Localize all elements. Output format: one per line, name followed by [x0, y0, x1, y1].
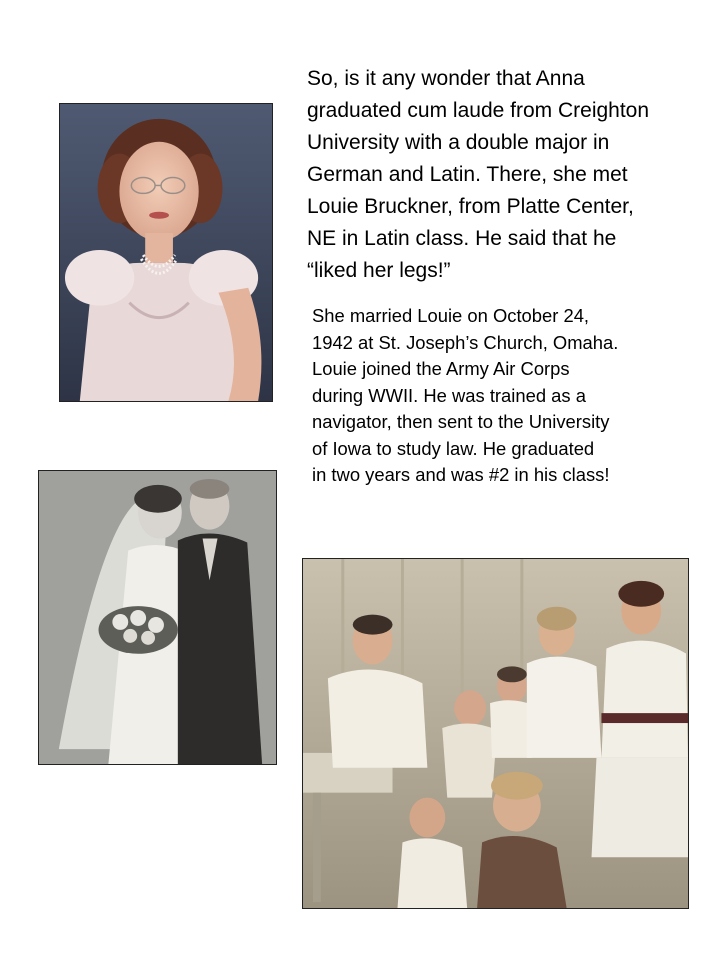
marriage-paragraph: She married Louie on October 24, 1942 at St. Joseph’s Church, Omaha. Louie joined the Army Air Corps during WWII. He was trained as a navigator, then sent to the University of Iowa to study law. He graduated in two years and was #2 in his class!	[312, 305, 619, 485]
family-photo	[302, 558, 689, 909]
wedding-photo	[38, 470, 277, 765]
intro-paragraph: So, is it any wonder that Anna graduated cum laude from Creighton University with a double major in German and Latin. There, she met Louie Bruckner, from Platte Center, NE in Latin class. He said that he “liked her legs!”	[307, 67, 650, 282]
portrait-photo	[59, 103, 273, 402]
